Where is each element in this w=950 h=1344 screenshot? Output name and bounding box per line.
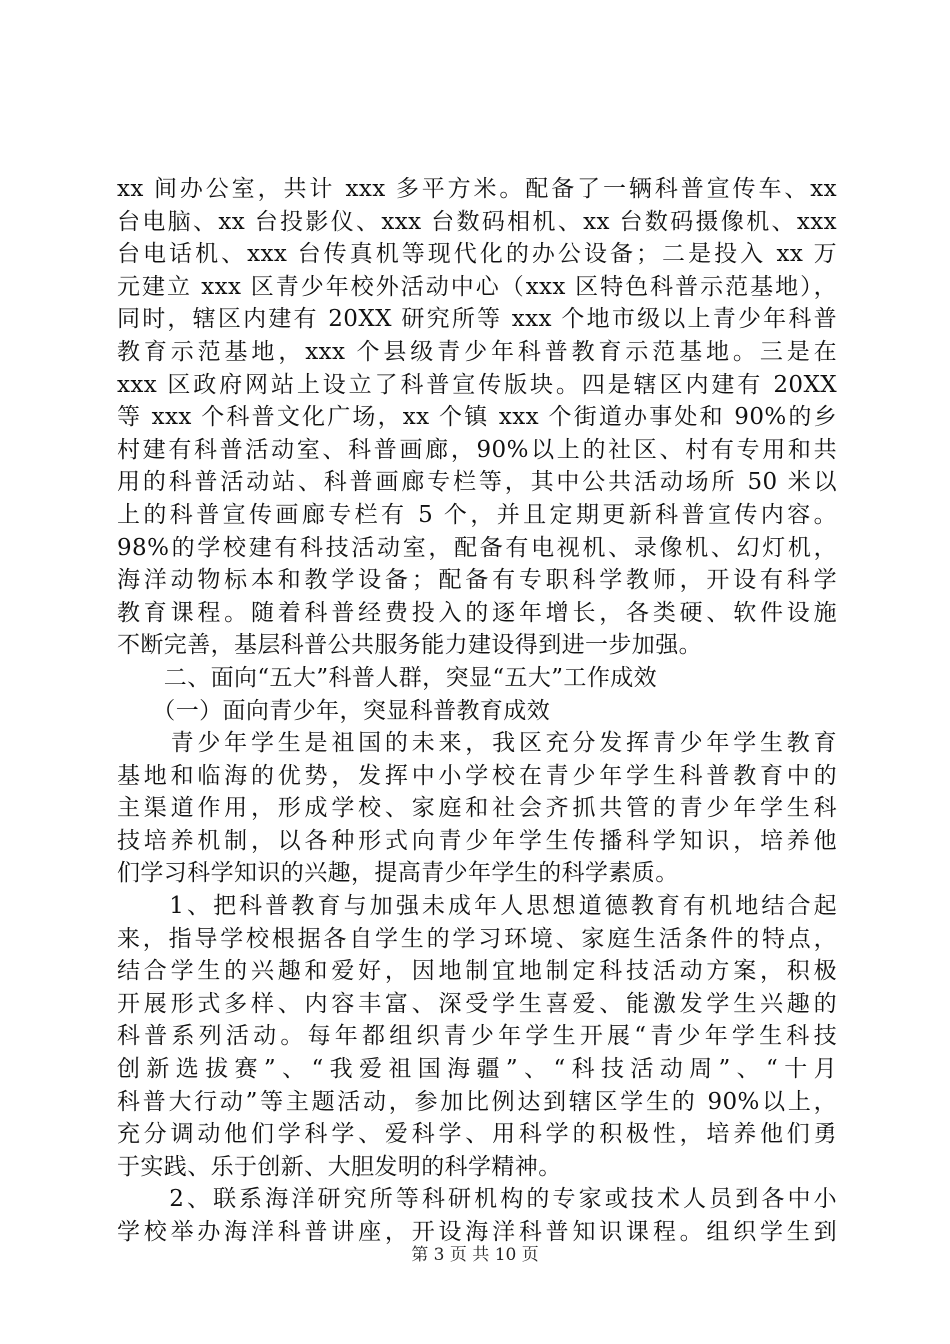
text-line: 不断完善，基层科普公共服务能力建设得到进一步加强。 (117, 632, 702, 659)
page-footer: 第 3 页 共 10 页 (411, 1245, 539, 1265)
text-line: 台电话机、xxx 台传真机等现代化的办公设备；二是投入 xx 万 (117, 241, 837, 268)
text-line: 2、联系海洋研究所等科研机构的专家或技术人员到各中小 (117, 1186, 837, 1213)
text-line: 主渠道作用，形成学校、家庭和社会齐抓共管的青少年学生科 (117, 795, 837, 822)
text-line: 科普系列活动。每年都组织青少年学生开展“青少年学生科技 (117, 1023, 837, 1050)
text-line: 来，指导学校根据各自学生的学习环境、家庭生活条件的特点， (117, 925, 837, 952)
text-line: 结合学生的兴趣和爱好，因地制宜地制定科技活动方案，积极 (117, 958, 837, 985)
text-line: 二、面向“五大”科普人群，突显“五大”工作成效 (117, 664, 658, 691)
text-line: 技培养机制，以各种形式向青少年学生传播科学知识，培养他 (117, 827, 837, 854)
text-line: 等 xxx 个科普文化广场，xx 个镇 xxx 个街道办事处和 90%的乡 (117, 404, 837, 431)
text-line: 村建有科普活动室、科普画廊，90%以上的社区、村有专用和共 (117, 436, 837, 463)
text-line: 海洋动物标本和教学设备；配备有专职科学教师，开设有科学 (117, 567, 837, 594)
text-line: xx 间办公室，共计 xxx 多平方米。配备了一辆科普宣传车、xx (117, 176, 837, 202)
text-line: 台电脑、xx 台投影仪、xxx 台数码相机、xx 台数码摄像机、xxx (117, 208, 837, 235)
text-line: 科普大行动”等主题活动，参加比例达到辖区学生的 90%以上， (117, 1088, 837, 1115)
text-line: 教育课程。随着科普经费投入的逐年增长，各类硬、软件设施 (117, 599, 837, 626)
text-line: 98%的学校建有科技活动室，配备有电视机、录像机、幻灯机， (117, 534, 837, 561)
text-line: xxx 区政府网站上设立了科普宣传版块。四是辖区内建有 20XX (117, 371, 837, 398)
text-line: 学校举办海洋科普讲座，开设海洋科普知识课程。组织学生到 (117, 1219, 837, 1245)
text-line: 们学习科学知识的兴趣，提高青少年学生的科学素质。 (117, 860, 679, 887)
text-line: 同时，辖区内建有 20XX 研究所等 xxx 个地市级以上青少年科普 (117, 306, 837, 333)
text-line: 青少年学生是祖国的未来，我区充分发挥青少年学生教育 (117, 730, 837, 757)
document-body (117, 173, 837, 1249)
text-line: 教育示范基地，xxx 个县级青少年科普教育示范基地。三是在 (117, 338, 837, 365)
text-line: 上的科普宣传画廊专栏有 5 个，并且定期更新科普宣传内容。 (117, 501, 837, 528)
text-line: 基地和临海的优势，发挥中小学校在青少年学生科普教育中的 (117, 762, 837, 789)
text-line: 1、把科普教育与加强未成年人思想道德教育有机地结合起 (117, 893, 837, 920)
text-line: 于实践、乐于创新、大胆发明的科学精神。 (117, 1153, 562, 1180)
text-line: （一）面向青少年，突显科普教育成效 (117, 697, 551, 724)
text-line: 开展形式多样、内容丰富、深受学生喜爱、能激发学生兴趣的 (117, 990, 837, 1017)
text-line: 用的科普活动站、科普画廊专栏等，其中公共活动场所 50 米以 (117, 469, 837, 496)
text-line: 充分调动他们学科学、爱科学、用科学的积极性，培养他们勇 (117, 1121, 837, 1148)
text-line: 创新选拔赛”、“我爱祖国海疆”、“科技活动周”、“十月 (117, 1056, 837, 1083)
text-line: 元建立 xxx 区青少年校外活动中心（xxx 区特色科普示范基地）， (117, 273, 837, 300)
